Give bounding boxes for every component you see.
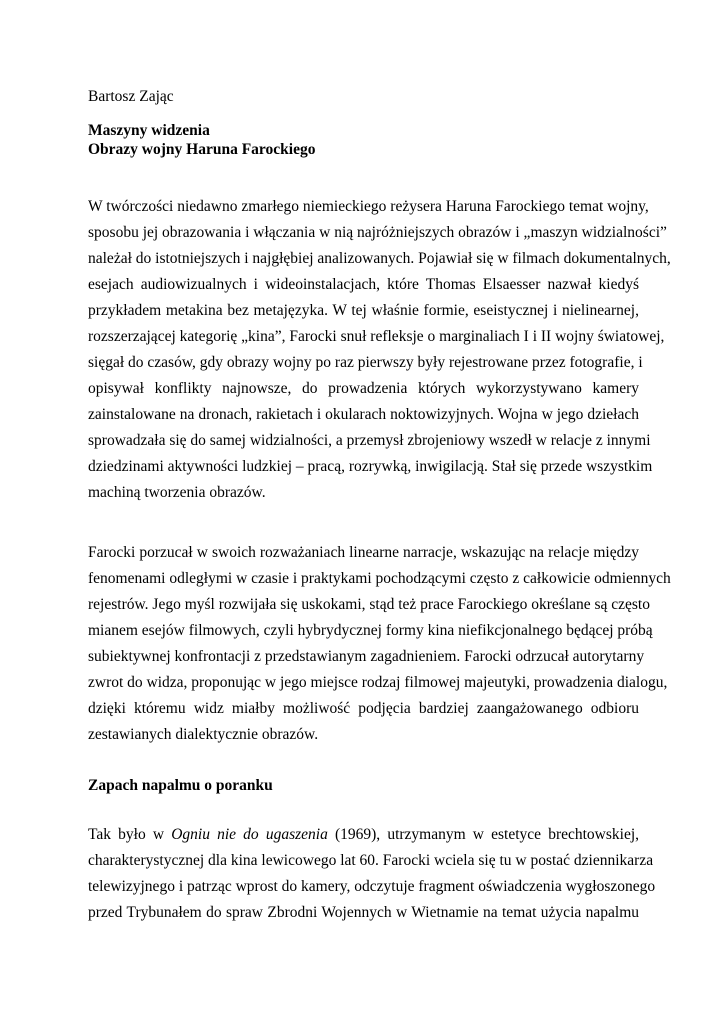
text-line: przykładem metakina bez metajęzyka. W tej właśnie formie, eseistycznej i nielinearnej,: [88, 302, 639, 319]
text-line: rejestrów. Jego myśl rozwijała się uskokami, stąd też prace Farockiego określane są często: [88, 596, 650, 613]
text-line: zainstalowane na dronach, rakietach i okularach noktowizyjnych. Wojna w jego dziełach: [88, 406, 639, 423]
text-fragment: Tak było w: [88, 826, 172, 843]
text-line: machiną tworzenia obrazów.: [88, 484, 266, 501]
text-line: dziedzinami aktywności ludzkiej – pracą, rozrywką, inwigilacją. Stał się przede wszystkim: [88, 458, 653, 475]
text-fragment: (1969), utrzymanym w estetyce brechtowskiej,: [327, 826, 640, 843]
text-line: należał do istotniejszych i najgłębiej analizowanych. Pojawiał się w filmach dokumentalnych,: [88, 250, 671, 267]
text-line: telewizyjnego i patrząc wprost do kamery, odczytuje fragment oświadczenia wygłoszonego: [88, 878, 656, 895]
text-line: zwrot do widza, proponując w jego miejsce rodzaj filmowej majeutyki, prowadzenia dialogu,: [88, 674, 668, 691]
text-line: dzięki któremu widz miałby możliwość podjęcia bardziej zaangażowanego odbioru: [88, 700, 639, 717]
paragraph-2: [88, 540, 671, 748]
title-line-1: Maszyny widzenia: [88, 122, 210, 139]
text-line: mianem esejów filmowych, czyli hybrydycznej formy kina niefikcjonalnego będącej próbą: [88, 622, 653, 639]
text-line: charakterystycznej dla kina lewicowego lat 60. Farocki wciela się tu w postać dziennikarza: [88, 852, 654, 869]
text-line: rozszerzającej kategorię „kina”, Farocki snuł refleksje o marginaliach I i II wojny światowej,: [88, 328, 665, 345]
text-line: subiektywnej konfrontacji z przedstawianym zagadnieniem. Farocki odrzucał autorytarny: [88, 648, 645, 665]
text-line: [88, 822, 639, 848]
text-line: opisywał konflikty najnowsze, do prowadzenia których wykorzystywano kamery: [88, 380, 639, 397]
paragraph-3: [88, 822, 656, 926]
subtitle-line: Obrazy wojny Haruna Farockiego: [88, 141, 316, 158]
text-line: esejach audiowizualnych i wideoinstalacjach, które Thomas Elsaesser nazwał kiedyś: [88, 276, 639, 293]
text-line: fenomenami odległymi w czasie i praktykami pochodzącymi często z całkowicie odmiennych: [88, 570, 671, 587]
paragraph-1: [88, 194, 671, 506]
article-title: [88, 121, 315, 159]
section-heading: Zapach napalmu o poranku: [88, 777, 273, 794]
text-line: zestawianych dialektycznie obrazów.: [88, 726, 319, 743]
text-line: sięgał do czasów, gdy obrazy wojny po raz pierwszy były rejestrowane przez fotografie, i: [88, 354, 643, 371]
text-line: przed Trybunałem do spraw Zbrodni Wojennych w Wietnamie na temat użycia napalmu: [88, 904, 639, 921]
text-line: sposobu jej obrazowania i włączania w nią najróżniejszych obrazów i „maszyn widzialności”: [88, 224, 667, 241]
film-title: Ogniu nie do ugaszenia: [171, 826, 328, 843]
text-line: sprowadzała się do samej widzialności, a przemysł zbrojeniowy wszedł w relacje z innymi: [88, 432, 651, 449]
author-name: Bartosz Zając: [88, 88, 174, 105]
text-line: Farocki porzucał w swoich rozważaniach linearne narracje, wskazując na relacje między: [88, 544, 639, 561]
text-line: W twórczości niedawno zmarłego niemieckiego reżysera Haruna Farockiego temat wojny,: [88, 198, 649, 215]
